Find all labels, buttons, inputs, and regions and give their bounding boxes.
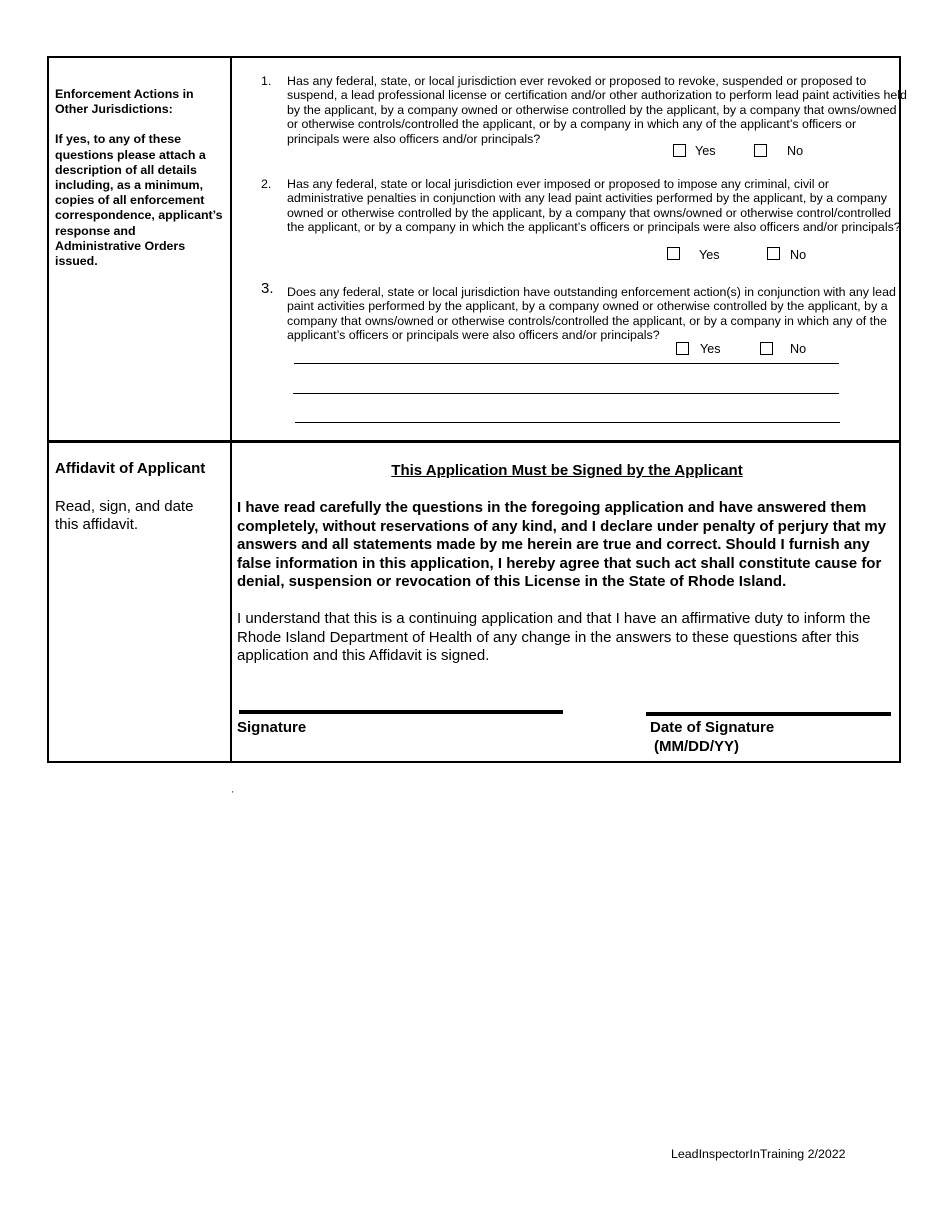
q3-no-checkbox[interactable] <box>760 342 773 355</box>
explanation-line[interactable] <box>294 363 839 364</box>
q1-no-label: No <box>787 144 804 158</box>
question-number: 1. <box>261 74 272 88</box>
affidavit-continuing-statement: I understand that this is a continuing application and that I have an affirmative duty to inform the Rhode Island Department of Health of any change in the answers to these questions after this application and this Affidavit is signed. <box>237 610 871 665</box>
question-3 <box>261 280 907 343</box>
q2-yes-label: Yes <box>699 248 720 262</box>
explanation-line[interactable] <box>293 393 839 394</box>
question-number: 3. <box>261 280 274 297</box>
q1-no-checkbox[interactable] <box>754 144 767 157</box>
q1-yes-label: Yes <box>695 144 716 158</box>
date-of-signature-line[interactable] <box>646 712 891 716</box>
affidavit-title: Affidavit of Applicant <box>55 460 206 477</box>
signature-line[interactable] <box>239 710 563 714</box>
q3-no-label: No <box>790 342 807 356</box>
question-1 <box>261 74 907 146</box>
form-footer-id: LeadInspectorInTraining 2/2022 <box>671 1147 846 1161</box>
column-divider <box>230 58 232 761</box>
q3-yes-label: Yes <box>700 342 721 356</box>
enforcement-title: Enforcement Actions in Other Jurisdictions: <box>55 87 194 117</box>
date-label-text: Date of Signature <box>650 719 775 736</box>
q3-yes-checkbox[interactable] <box>676 342 689 355</box>
q2-no-label: No <box>790 248 807 262</box>
enforcement-label <box>55 87 223 284</box>
explanation-line[interactable] <box>295 422 840 423</box>
application-form-table <box>47 56 907 763</box>
affidavit-heading: This Application Must be Signed by the Applicant <box>391 462 743 479</box>
q2-no-checkbox[interactable] <box>767 247 780 260</box>
question-2 <box>261 177 907 235</box>
enforcement-instructions: If yes, to any of these questions please attach a description of all details including, as a minimum, copies of all enforcement correspondence, applicant’s response and Administrative Orders issued. <box>55 132 223 269</box>
date-format-text: (MM/DD/YY) <box>654 738 739 755</box>
signature-label: Signature <box>237 719 307 736</box>
date-of-signature-label <box>650 718 774 756</box>
stray-mark: ' <box>232 790 234 799</box>
q1-yes-checkbox[interactable] <box>673 144 686 157</box>
question-number: 2. <box>261 177 272 191</box>
question-text: Does any federal, state or local jurisdiction have outstanding enforcement action(s) in conjunction with any lead paint activities performed by the applicant, by a company owned or otherwise controlled by the applicant, by a company that owns/owned or otherwise controls/controlled the applicant, or by a company in which any of the applicant’s officers or principals were also officers and/or principals? <box>287 285 896 343</box>
q2-yes-checkbox[interactable] <box>667 247 680 260</box>
section-divider <box>49 440 899 443</box>
question-text: Has any federal, state or local jurisdiction ever imposed or proposed to impose any criminal, civil or administrative penalties in conjunction with any lead paint activities performed by the applicant, by a company owned or otherwise controlled by the applicant, by a company that owns/owned or otherwise control/controlled the applicant, or by a company in which the applicant’s officers or principals were also officers and/or principals? <box>287 177 901 235</box>
question-text: Has any federal, state, or local jurisdiction ever revoked or proposed to revoke, suspended or proposed to suspend, a lead professional license or certification and/or other authorization to perform lead paint activities held by the applicant, by a company owned or otherwise controlled by the applicant, by a company that owns/owned or otherwise controls/controlled the applicant, or by a company in which any of the applicant’s officers or principals were also officers and/or principals? <box>287 74 907 146</box>
affidavit-subtitle: Read, sign, and date this affidavit. <box>55 498 194 533</box>
affidavit-declaration: I have read carefully the questions in the foregoing application and have answered them completely, without reservations of any kind, and I declare under penalty of perjury that my answers and all statements made by me herein are true and correct. Should I furnish any false information in this application, I hereby agree that such act shall constitute cause for denial, suspension or revocation of this License in the State of Rhode Island. <box>237 499 887 591</box>
